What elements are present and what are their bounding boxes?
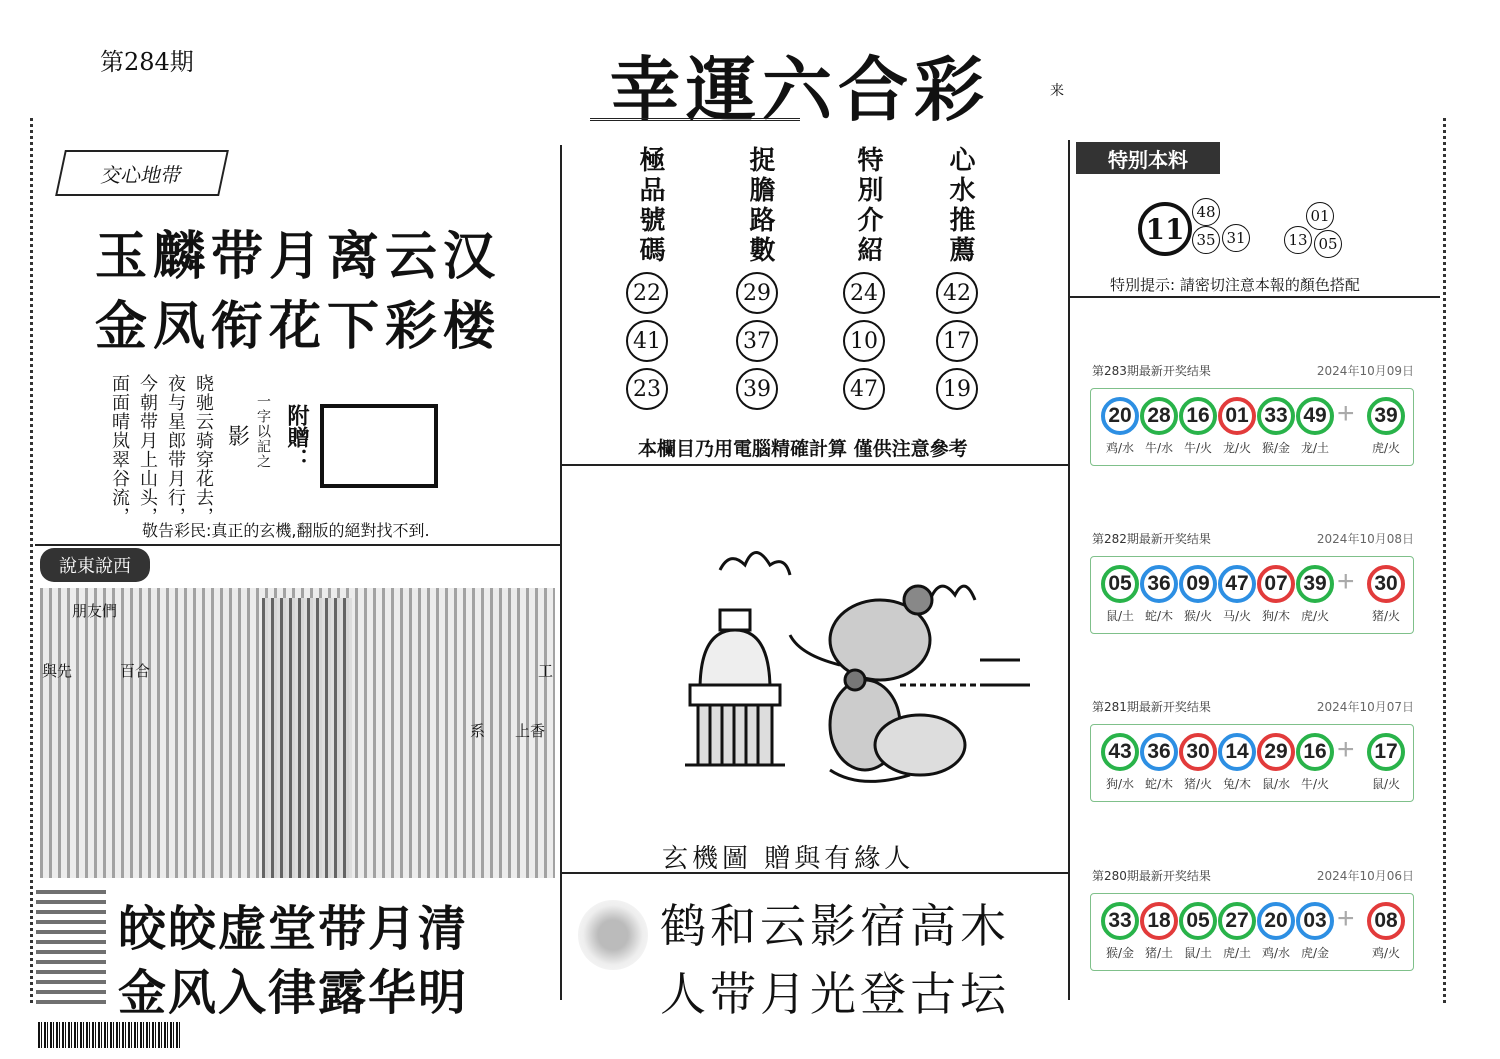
ball-zodiac-label: 虎/火 — [1300, 609, 1330, 623]
scan-text-5: 系 — [470, 722, 486, 740]
gift-box — [320, 404, 438, 488]
ball-zodiac-label: 狗/木 — [1261, 609, 1291, 623]
calculation-note: 本欄目乃用電腦精確計算 僅供注意參考 — [638, 438, 968, 460]
ball-zodiac-label: 虎/土 — [1222, 946, 1252, 960]
special-ball: 30 — [1367, 565, 1405, 603]
draw-result-panel — [1080, 358, 1416, 518]
number-circle: 37 — [736, 320, 778, 362]
ball-zodiac-label: 牛/火 — [1300, 777, 1330, 791]
number-circle: 42 — [936, 272, 978, 314]
poem-line-2: 金凤衔花下彩楼 — [95, 296, 502, 357]
ball-zodiac-label: 鸡/火 — [1371, 946, 1401, 960]
small-number-circle: 31 — [1222, 224, 1250, 252]
cartoon-dog-hydrant — [650, 490, 1040, 820]
bottom-poem-line-2: 金风入律露华明 — [118, 965, 469, 1021]
scan-text-4: 工 — [538, 662, 554, 680]
verse-1: 晓驰云骑穿花去， — [193, 374, 214, 526]
scan-text-2: 與先 — [42, 662, 73, 680]
scan-dark-block — [262, 598, 352, 878]
ball-zodiac-label: 蛇/木 — [1144, 609, 1174, 623]
lottery-ball: 16 — [1296, 733, 1334, 771]
ball-zodiac-label: 鼠/火 — [1371, 777, 1401, 791]
riddle-note: 一字以記之 — [255, 394, 271, 469]
number-circle: 47 — [843, 368, 885, 410]
title-suffix: 来 — [1050, 83, 1064, 99]
ball-zodiac-label: 虎/火 — [1371, 441, 1401, 455]
lottery-ball: 18 — [1140, 902, 1178, 940]
ball-zodiac-label: 鸡/水 — [1105, 441, 1135, 455]
riddle-char: 影 — [228, 425, 251, 450]
lottery-ball: 05 — [1179, 902, 1217, 940]
scan-text-1: 朋友們 — [72, 602, 118, 620]
ball-zodiac-label: 马/火 — [1222, 609, 1252, 623]
small-number-circle: 05 — [1314, 230, 1342, 258]
right-poem-line-1: 鹤和云影宿高木 — [660, 899, 1010, 953]
number-circle: 17 — [936, 320, 978, 362]
lottery-ball: 05 — [1101, 565, 1139, 603]
lottery-ball: 36 — [1140, 733, 1178, 771]
lottery-ball: 09 — [1179, 565, 1217, 603]
column-head-2: 捉膽路數 — [745, 146, 775, 266]
ball-zodiac-label: 兔/木 — [1222, 777, 1252, 791]
ball-zodiac-label: 鼠/土 — [1183, 946, 1213, 960]
heart-zone-banner: 交心地带 — [55, 150, 229, 196]
lottery-ball: 03 — [1296, 902, 1334, 940]
draw-balls-box — [1090, 556, 1414, 634]
draw-date: 2024年10月07日 — [1316, 700, 1414, 714]
small-number-circle: 13 — [1284, 226, 1312, 254]
draw-period-title: 第280期最新开奖结果 — [1092, 869, 1211, 883]
column-head-3: 特別介紹 — [853, 146, 883, 266]
draw-result-panel — [1080, 863, 1416, 1023]
draw-date: 2024年10月09日 — [1316, 364, 1414, 378]
divider-h4 — [1070, 296, 1440, 298]
ball-zodiac-label: 虎/金 — [1300, 946, 1330, 960]
verse-2: 夜与星郎带月行， — [165, 374, 186, 526]
draw-balls-box — [1090, 893, 1414, 971]
lottery-ball: 36 — [1140, 565, 1178, 603]
verse-3: 今朝带月上山头， — [137, 374, 158, 526]
scan-text-6: 上香 — [515, 722, 546, 740]
draw-balls-box — [1090, 388, 1414, 466]
ball-zodiac-label: 猴/金 — [1261, 441, 1291, 455]
draw-date: 2024年10月06日 — [1316, 869, 1414, 883]
number-circle: 29 — [736, 272, 778, 314]
cartoon-caption: 玄機圖 贈與有緣人 — [662, 844, 915, 874]
special-ball: 08 — [1367, 902, 1405, 940]
ball-zodiac-label: 猪/土 — [1144, 946, 1174, 960]
lottery-ball: 20 — [1257, 902, 1295, 940]
notice-text: 敬告彩民:真正的玄機,翻版的絕對找不到. — [142, 521, 430, 540]
gift-label: 附贈： — [284, 404, 310, 470]
ball-zodiac-label: 龙/火 — [1222, 441, 1252, 455]
lottery-ball: 07 — [1257, 565, 1295, 603]
draw-date: 2024年10月08日 — [1316, 532, 1414, 546]
lottery-ball: 14 — [1218, 733, 1256, 771]
ball-zodiac-label: 鸡/水 — [1261, 946, 1291, 960]
number-circle: 19 — [936, 368, 978, 410]
plus-sign: + — [1337, 733, 1355, 766]
bottom-poem-line-1: 皎皎虚堂带月清 — [118, 901, 469, 957]
column-head-1: 極品號碼 — [635, 146, 665, 266]
divider-h2 — [562, 464, 1068, 466]
number-circle: 41 — [626, 320, 668, 362]
column-head-4: 心水推薦 — [945, 146, 975, 266]
ball-zodiac-label: 狗/水 — [1105, 777, 1135, 791]
lottery-ball: 28 — [1140, 397, 1178, 435]
lottery-ball: 33 — [1257, 397, 1295, 435]
number-circle: 22 — [626, 272, 668, 314]
lottery-ball: 01 — [1218, 397, 1256, 435]
special-ball: 17 — [1367, 733, 1405, 771]
divider-v2 — [1068, 140, 1070, 1000]
number-circle: 24 — [843, 272, 885, 314]
lottery-ball: 29 — [1257, 733, 1295, 771]
draw-result-panel — [1080, 526, 1416, 686]
poem-line-1: 玉麟带月离云汉 — [95, 226, 502, 287]
divider-h1 — [35, 544, 560, 546]
lottery-ball: 27 — [1218, 902, 1256, 940]
ball-zodiac-label: 猪/火 — [1371, 609, 1401, 623]
plus-sign: + — [1337, 902, 1355, 935]
draw-period-title: 第282期最新开奖结果 — [1092, 532, 1211, 546]
barcode — [38, 1022, 180, 1048]
number-circle: 39 — [736, 368, 778, 410]
ball-zodiac-label: 鼠/土 — [1105, 609, 1135, 623]
draw-period-title: 第281期最新开奖结果 — [1092, 700, 1211, 714]
draw-period-title: 第283期最新开奖结果 — [1092, 364, 1211, 378]
lottery-ball: 43 — [1101, 733, 1139, 771]
plus-sign: + — [1337, 565, 1355, 598]
lottery-ball: 49 — [1296, 397, 1334, 435]
verse-4: 面面晴岚翠谷流， — [109, 374, 130, 526]
ball-zodiac-label: 龙/土 — [1300, 441, 1330, 455]
ball-zodiac-label: 猪/火 — [1183, 777, 1213, 791]
ball-zodiac-label: 牛/火 — [1183, 441, 1213, 455]
ball-zodiac-label: 猴/火 — [1183, 609, 1213, 623]
special-hint: 特別提示: 請密切注意本報的顏色搭配 — [1110, 276, 1360, 294]
number-circle: 10 — [843, 320, 885, 362]
ball-zodiac-label: 蛇/木 — [1144, 777, 1174, 791]
lottery-ball: 39 — [1296, 565, 1334, 603]
main-number-circle: 11 — [1138, 202, 1192, 256]
scan-noise-block — [36, 884, 106, 1004]
paper-title: 幸運六合彩 — [610, 48, 990, 131]
number-circle: 23 — [626, 368, 668, 410]
lottery-ball: 30 — [1179, 733, 1217, 771]
talk-banner: 說東說西 — [40, 548, 150, 582]
small-number-circle: 48 — [1192, 198, 1220, 226]
draw-result-panel — [1080, 694, 1416, 854]
scan-text-3: 百合 — [120, 662, 151, 680]
lottery-ball: 16 — [1179, 397, 1217, 435]
lottery-ball: 20 — [1101, 397, 1139, 435]
special-ball: 39 — [1367, 397, 1405, 435]
ball-zodiac-label: 猴/金 — [1105, 946, 1135, 960]
draw-balls-box — [1090, 724, 1414, 802]
ball-zodiac-label: 鼠/水 — [1261, 777, 1291, 791]
lottery-ball: 33 — [1101, 902, 1139, 940]
lottery-ball: 47 — [1218, 565, 1256, 603]
small-number-circle: 01 — [1306, 202, 1334, 230]
small-number-circle: 35 — [1192, 226, 1220, 254]
plus-sign: + — [1337, 397, 1355, 430]
issue-number: 第284期 — [100, 48, 194, 76]
ball-zodiac-label: 牛/水 — [1144, 441, 1174, 455]
right-poem-line-2: 人带月光登古坛 — [660, 967, 1010, 1021]
yin-yang-icon — [578, 900, 648, 970]
special-material-tag: 特别本料 — [1076, 142, 1220, 174]
